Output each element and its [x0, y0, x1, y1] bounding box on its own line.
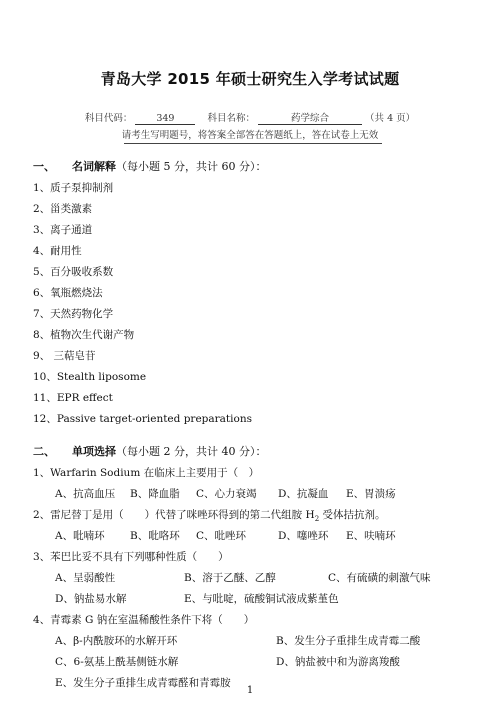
list-item: 7、天然药物化学	[33, 308, 114, 320]
question-1-option-b: B、降血脂	[130, 488, 180, 500]
code-value: 349	[135, 113, 195, 125]
question-4-option-e: E、发生分子重排生成青霉醛和青霉胺	[55, 677, 231, 689]
list-item: 2、甾类激素	[33, 203, 93, 215]
section-1-title: 名词解释	[72, 160, 116, 173]
question-3-option-e: E、与吡啶，硫酸铜试液成紫堇色	[184, 593, 339, 605]
question-3-option-d: D、钠盐易水解	[55, 593, 127, 605]
question-4-option-c: C、6-氨基上酰基侧链水解	[55, 656, 179, 668]
question-2-stem-subscript: 2	[314, 515, 320, 524]
question-3-option-c: C、有硫磺的刺激气味	[328, 572, 431, 584]
list-item: 6、氧瓶燃烧法	[33, 287, 103, 299]
question-3-option-a: A、呈弱酸性	[55, 572, 116, 584]
question-2-option-a: A、吡喃环	[55, 530, 105, 542]
instruction-note: 请考生写明题号，将答案全部答在答题纸上，答在试卷上无效	[121, 130, 379, 141]
section-1-number: 一、	[33, 160, 55, 173]
list-item: 4、耐用性	[33, 245, 82, 257]
page-number: 1	[246, 685, 254, 696]
question-1-option-a: A、抗高血压	[55, 488, 116, 500]
section-1-desc: （每小题 5 分，共计 60 分）：	[116, 160, 267, 173]
question-2-stem	[33, 507, 386, 523]
note-underline	[124, 143, 382, 144]
question-4-option-b: B、发生分子重排生成青霉二酸	[276, 635, 421, 647]
question-2-stem-main: 2、雷尼替丁是用（ ）代替了咪唑环得到的第二代组胺 H	[33, 509, 315, 521]
section-2-number: 二、	[33, 445, 55, 458]
list-item: 9、 三萜皂苷	[33, 350, 96, 362]
subject-meta	[0, 110, 500, 125]
question-3-stem: 3、苯巴比妥不具有下列哪种性质（ ）	[33, 551, 229, 563]
question-2-option-e: E、呋喃环	[346, 530, 396, 542]
question-2-option-d: D、噻唑环	[278, 530, 329, 542]
list-item: 5、百分吸收系数	[33, 266, 114, 278]
name-label: 科目名称：	[207, 113, 255, 124]
exam-title: 青岛大学 2015 年硕士研究生入学考试试题	[100, 70, 400, 88]
section-2-desc: （每小题 2 分，共计 40 分）：	[116, 445, 267, 458]
list-item: 1、质子泵抑制剂	[33, 182, 114, 194]
section-1-heading	[33, 158, 266, 174]
list-item: 8、植物次生代谢产物	[33, 329, 135, 341]
section-2-title: 单项选择	[72, 445, 116, 458]
question-3-option-b: B、溶于乙醚、乙醇	[184, 572, 276, 584]
question-2-option-b: B、吡咯环	[130, 530, 180, 542]
page-count: （共 4 页）	[365, 113, 416, 124]
question-1-option-e: E、胃溃疡	[346, 488, 396, 500]
list-item: 10、Stealth liposome	[33, 371, 147, 383]
question-4-option-d: D、钠盐被中和为游离羧酸	[276, 656, 400, 668]
question-2-stem-end: 受体拮抗剂。	[319, 509, 386, 521]
question-1-option-c: C、心力衰竭	[196, 488, 257, 500]
question-4-stem: 4、青霉素 G 钠在室温稀酸性条件下将（ ）	[33, 614, 255, 626]
section-2-heading	[33, 443, 266, 459]
question-1-option-d: D、抗凝血	[278, 488, 329, 500]
list-item: 3、离子通道	[33, 224, 93, 236]
question-2-option-c: C、吡唑环	[196, 530, 247, 542]
question-1-stem: 1、Warfarin Sodium 在临床上主要用于（ ）	[33, 467, 260, 479]
list-item: 11、EPR effect	[33, 392, 113, 404]
list-item: 12、Passive target-oriented preparations	[33, 413, 252, 425]
code-label: 科目代码：	[84, 113, 133, 124]
name-value: 药学综合	[258, 110, 362, 125]
question-4-option-a: A、β-内酰胺环的水解开环	[55, 635, 178, 647]
